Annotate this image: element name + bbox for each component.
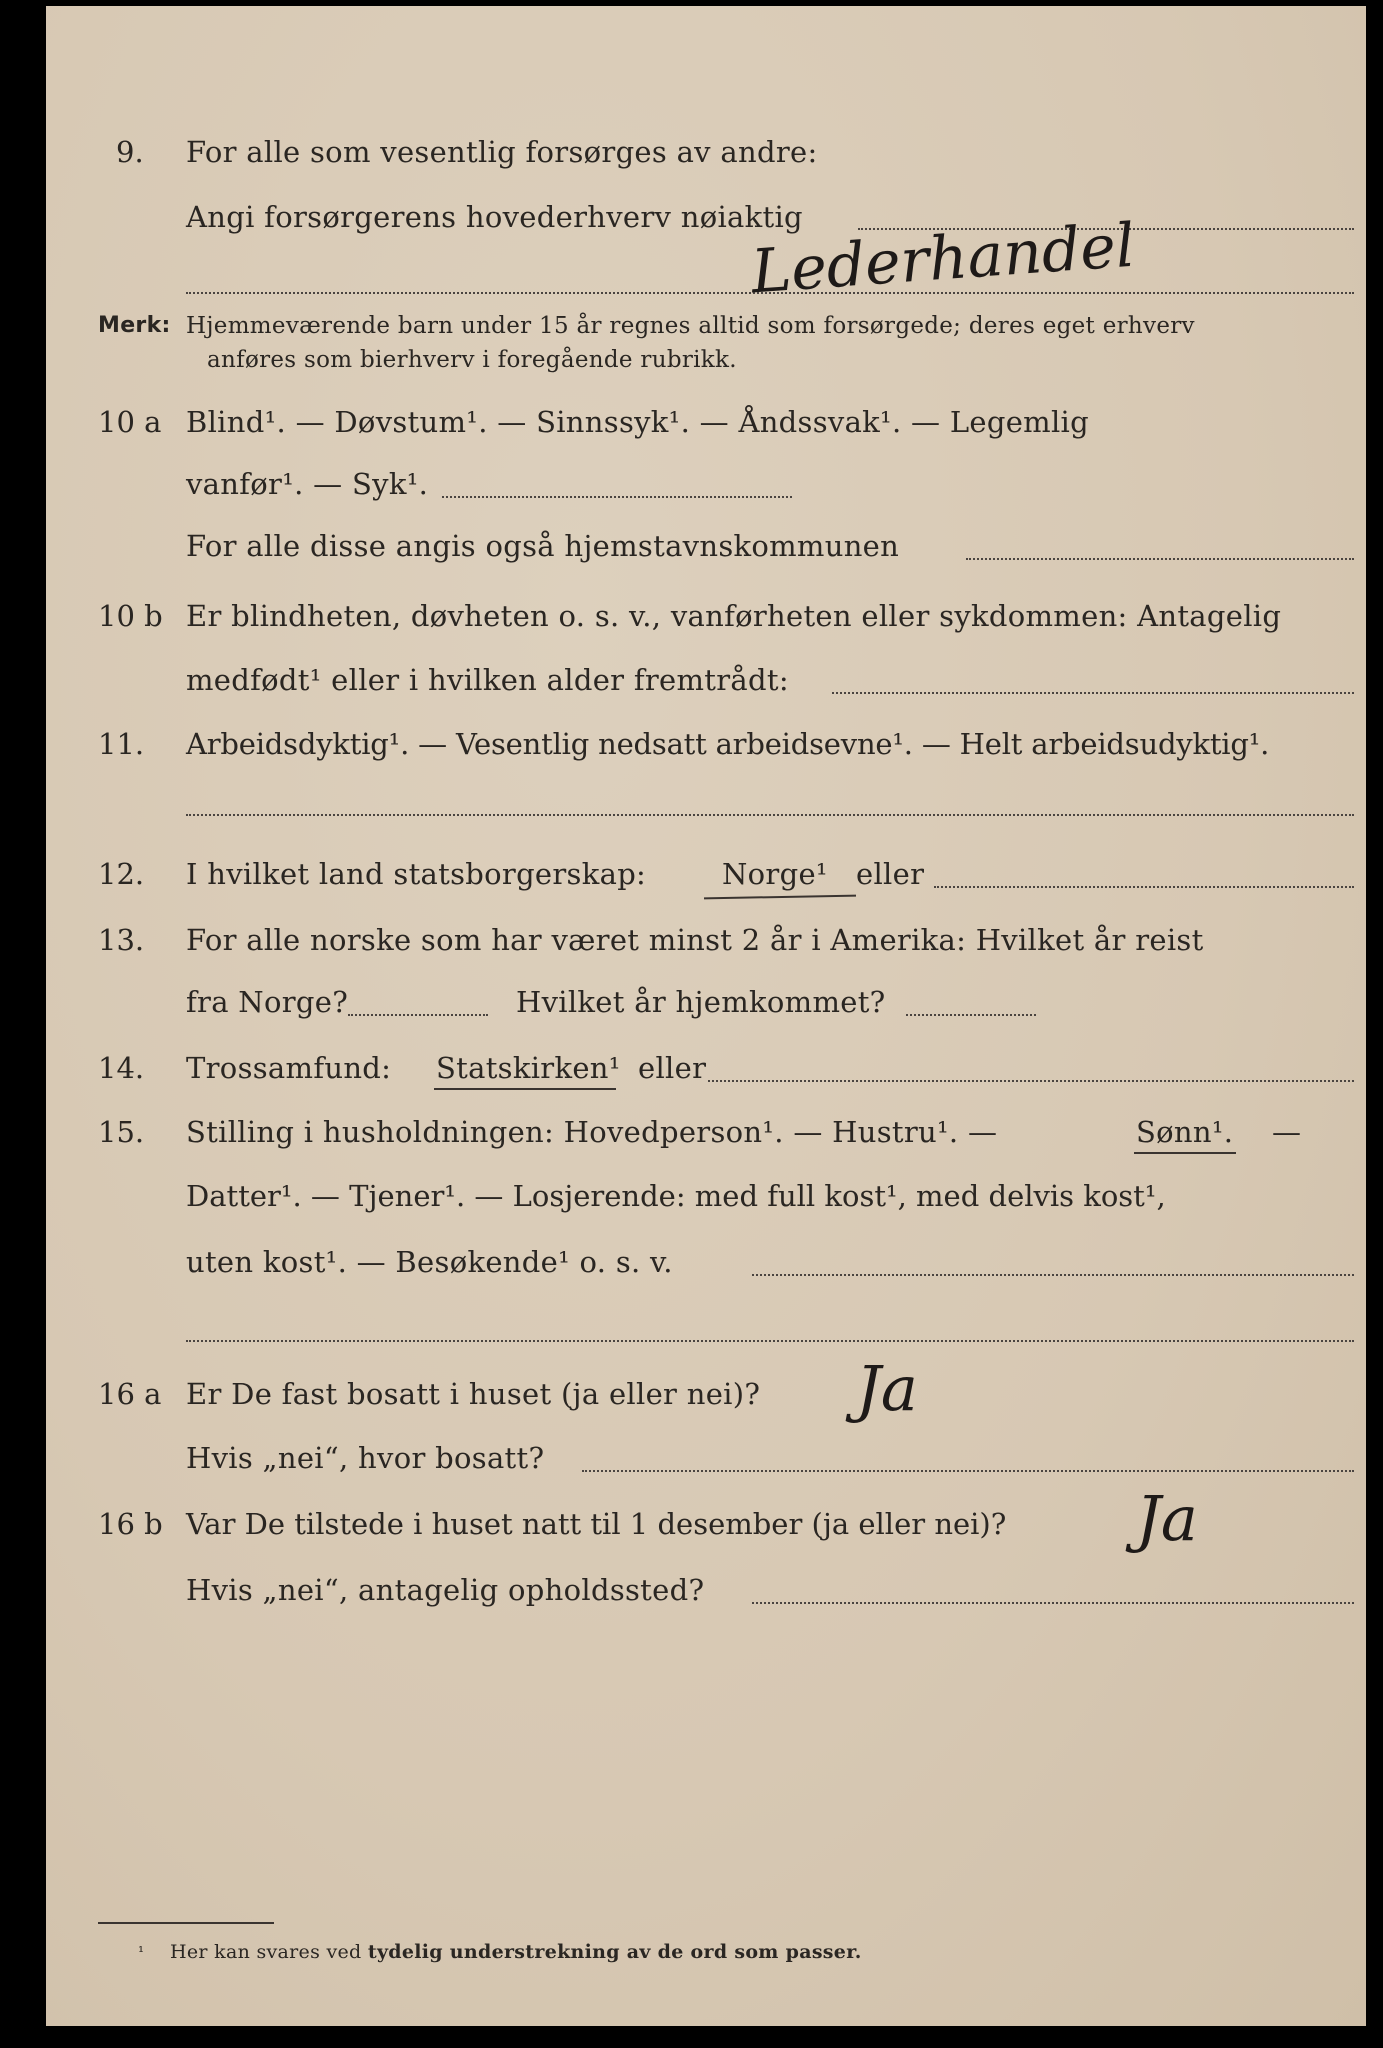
answer-line xyxy=(934,886,1354,888)
answer-line xyxy=(442,496,792,498)
answer-line xyxy=(348,1014,488,1016)
question-10a-line2: vanfør¹. — Syk¹. xyxy=(186,467,429,501)
question-15-line2: Datter¹. — Tjener¹. — Losjerende: med full kost¹, med delvis kost¹, xyxy=(186,1179,1166,1213)
question-9-text: For alle som vesentlig forsørges av andre: xyxy=(186,135,818,169)
question-10b-line1: Er blindheten, døvheten o. s. v., vanførheten eller sykdommen: Antagelig xyxy=(186,599,1282,633)
question-15-dash: — xyxy=(1272,1115,1302,1149)
question-10b-number: 10 b xyxy=(98,599,163,633)
question-16b-line1: Var De tilstede i huset natt til 1 desember (ja eller nei)? xyxy=(186,1507,1007,1541)
answer-line xyxy=(906,1014,1036,1016)
question-12-number: 12. xyxy=(98,857,145,891)
underline-norge xyxy=(704,895,856,900)
answer-line xyxy=(582,1470,1354,1472)
footnote-rule xyxy=(98,1922,274,1924)
footnote-mark: ¹ xyxy=(138,1943,145,1961)
question-16b-line2: Hvis „nei“, antagelig opholdssted? xyxy=(186,1573,705,1607)
answer-line xyxy=(752,1602,1354,1604)
question-16a-line2: Hvis „nei“, hvor bosatt? xyxy=(186,1441,545,1475)
question-9-number: 9. xyxy=(116,135,144,169)
footnote-text-bold: tydelig understrekning av de ord som passer. xyxy=(367,1941,862,1963)
option-sonn: Sønn¹. xyxy=(1136,1115,1234,1149)
question-14-text: Trossamfund: xyxy=(186,1051,392,1085)
question-14-eller: eller xyxy=(638,1051,707,1085)
question-15-line1a: Stilling i husholdningen: Hovedperson¹. — Hustru¹. — xyxy=(186,1115,998,1149)
answer-line xyxy=(708,1080,1354,1082)
question-10a-number: 10 a xyxy=(98,405,162,439)
answer-line xyxy=(186,814,1354,816)
underline-statskirken xyxy=(434,1088,616,1090)
question-14-number: 14. xyxy=(98,1051,145,1085)
underline-sonn xyxy=(1134,1152,1236,1154)
option-norge: Norge¹ xyxy=(722,857,828,891)
footnote-text xyxy=(170,1934,862,1970)
option-statskirken: Statskirken¹ xyxy=(436,1051,621,1085)
question-12-text: I hvilket land statsborgerskap: xyxy=(186,857,647,891)
answer-line xyxy=(832,692,1354,694)
merk-text-2: anføres som bierhverv i foregående rubrikk. xyxy=(207,347,737,373)
merk-label: Merk: xyxy=(98,313,171,338)
question-13-line1: For alle norske som har været minst 2 år i Amerika: Hvilket år reist xyxy=(186,923,1204,957)
handwritten-answer-16b: Ja xyxy=(1136,1482,1198,1555)
question-13-line2b: Hvilket år hjemkommet? xyxy=(516,985,886,1019)
question-10b-line2: medfødt¹ eller i hvilken alder fremtrådt: xyxy=(186,663,789,697)
question-10a-line1: Blind¹. — Døvstum¹. — Sinnssyk¹. — Åndssvak¹. — Legemlig xyxy=(186,405,1089,439)
handwritten-answer-16a: Ja xyxy=(856,1352,918,1425)
question-15-number: 15. xyxy=(98,1115,145,1149)
question-13-line2a: fra Norge? xyxy=(186,985,349,1019)
merk-text-1: Hjemmeværende barn under 15 år regnes alltid som forsørgede; deres eget erhverv xyxy=(186,313,1195,339)
footnote-text-plain: Her kan svares ved xyxy=(170,1941,362,1963)
answer-line xyxy=(186,1340,1354,1342)
question-11-number: 11. xyxy=(98,727,145,761)
census-form-page xyxy=(46,6,1366,2026)
question-16a-line1: Er De fast bosatt i huset (ja eller nei)? xyxy=(186,1377,761,1411)
question-11-line1: Arbeidsdyktig¹. — Vesentlig nedsatt arbeidsevne¹. — Helt arbeidsudyktig¹. xyxy=(186,727,1270,761)
question-10a-line3: For alle disse angis også hjemstavnskommunen xyxy=(186,529,900,563)
answer-line xyxy=(752,1274,1354,1276)
question-12-eller: eller xyxy=(856,857,925,891)
question-13-number: 13. xyxy=(98,923,145,957)
question-15-line3: uten kost¹. — Besøkende¹ o. s. v. xyxy=(186,1245,673,1279)
handwritten-answer-9: Lederhandel xyxy=(749,210,1138,308)
question-16a-number: 16 a xyxy=(98,1377,162,1411)
question-16b-number: 16 b xyxy=(98,1507,163,1541)
question-9-text2: Angi forsørgerens hovederhverv nøiaktig xyxy=(186,200,803,234)
answer-line xyxy=(966,558,1354,560)
